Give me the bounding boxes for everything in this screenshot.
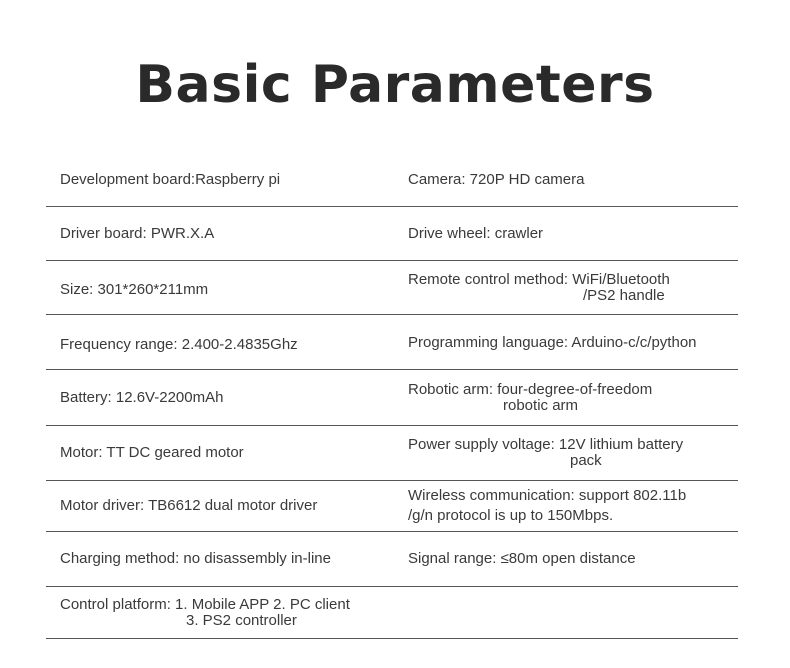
param-battery: Battery: 12.6V-2200mAh [60,388,224,406]
param-development-board: Development board:Raspberry pi [60,170,281,188]
table-row [46,587,738,639]
table-row [46,426,738,481]
param-robotic-arm-line2: robotic arm [503,396,579,414]
param-robotic-arm-line1: Robotic arm: four-degree-of-freedom [408,380,653,398]
param-control-platform-line1: Control platform: 1. Mobile APP 2. PC client [60,595,350,613]
parameters-table [46,153,738,639]
table-row [46,370,738,426]
param-remote-control-line2: /PS2 handle [583,286,665,304]
param-control-platform-line2: 3. PS2 controller [186,611,297,629]
table-row [46,261,738,315]
param-control-platform [60,587,400,638]
table-row [46,153,738,207]
param-wireless-line2: /g/n protocol is up to 150Mbps. [408,507,614,524]
param-motor: Motor: TT DC geared motor [60,444,244,461]
param-size: Size: 301*260*211mm [60,280,209,298]
param-charging-method: Charging method: no disassembly in-line [60,550,331,567]
param-power-supply-line2: pack [570,452,602,469]
param-drive-wheel: Drive wheel: crawler [408,224,544,242]
param-remote-control-line1: Remote control method: WiFi/Bluetooth [408,270,670,288]
param-driver-board: Driver board: PWR.X.A [60,224,215,242]
param-motor-driver: Motor driver: TB6612 dual motor driver [60,497,318,514]
page-title: Basic Parameters [135,55,655,115]
param-power-supply [408,426,738,480]
param-programming-language: Programming language: Arduino-c/c/python [408,334,697,351]
param-frequency-range: Frequency range: 2.400-2.4835Ghz [60,336,298,353]
table-row [46,481,738,532]
param-robotic-arm [408,370,738,425]
table-row [46,315,738,370]
table-row [46,532,738,587]
param-remote-control [408,261,738,314]
table-row [46,207,738,261]
param-wireless-line1: Wireless communication: support 802.11b [408,487,687,504]
param-camera: Camera: 720P HD camera [408,170,585,188]
param-signal-range: Signal range: ≤80m open distance [408,550,636,567]
param-power-supply-line1: Power supply voltage: 12V lithium battery [408,436,684,453]
param-wireless-communication [408,481,738,531]
